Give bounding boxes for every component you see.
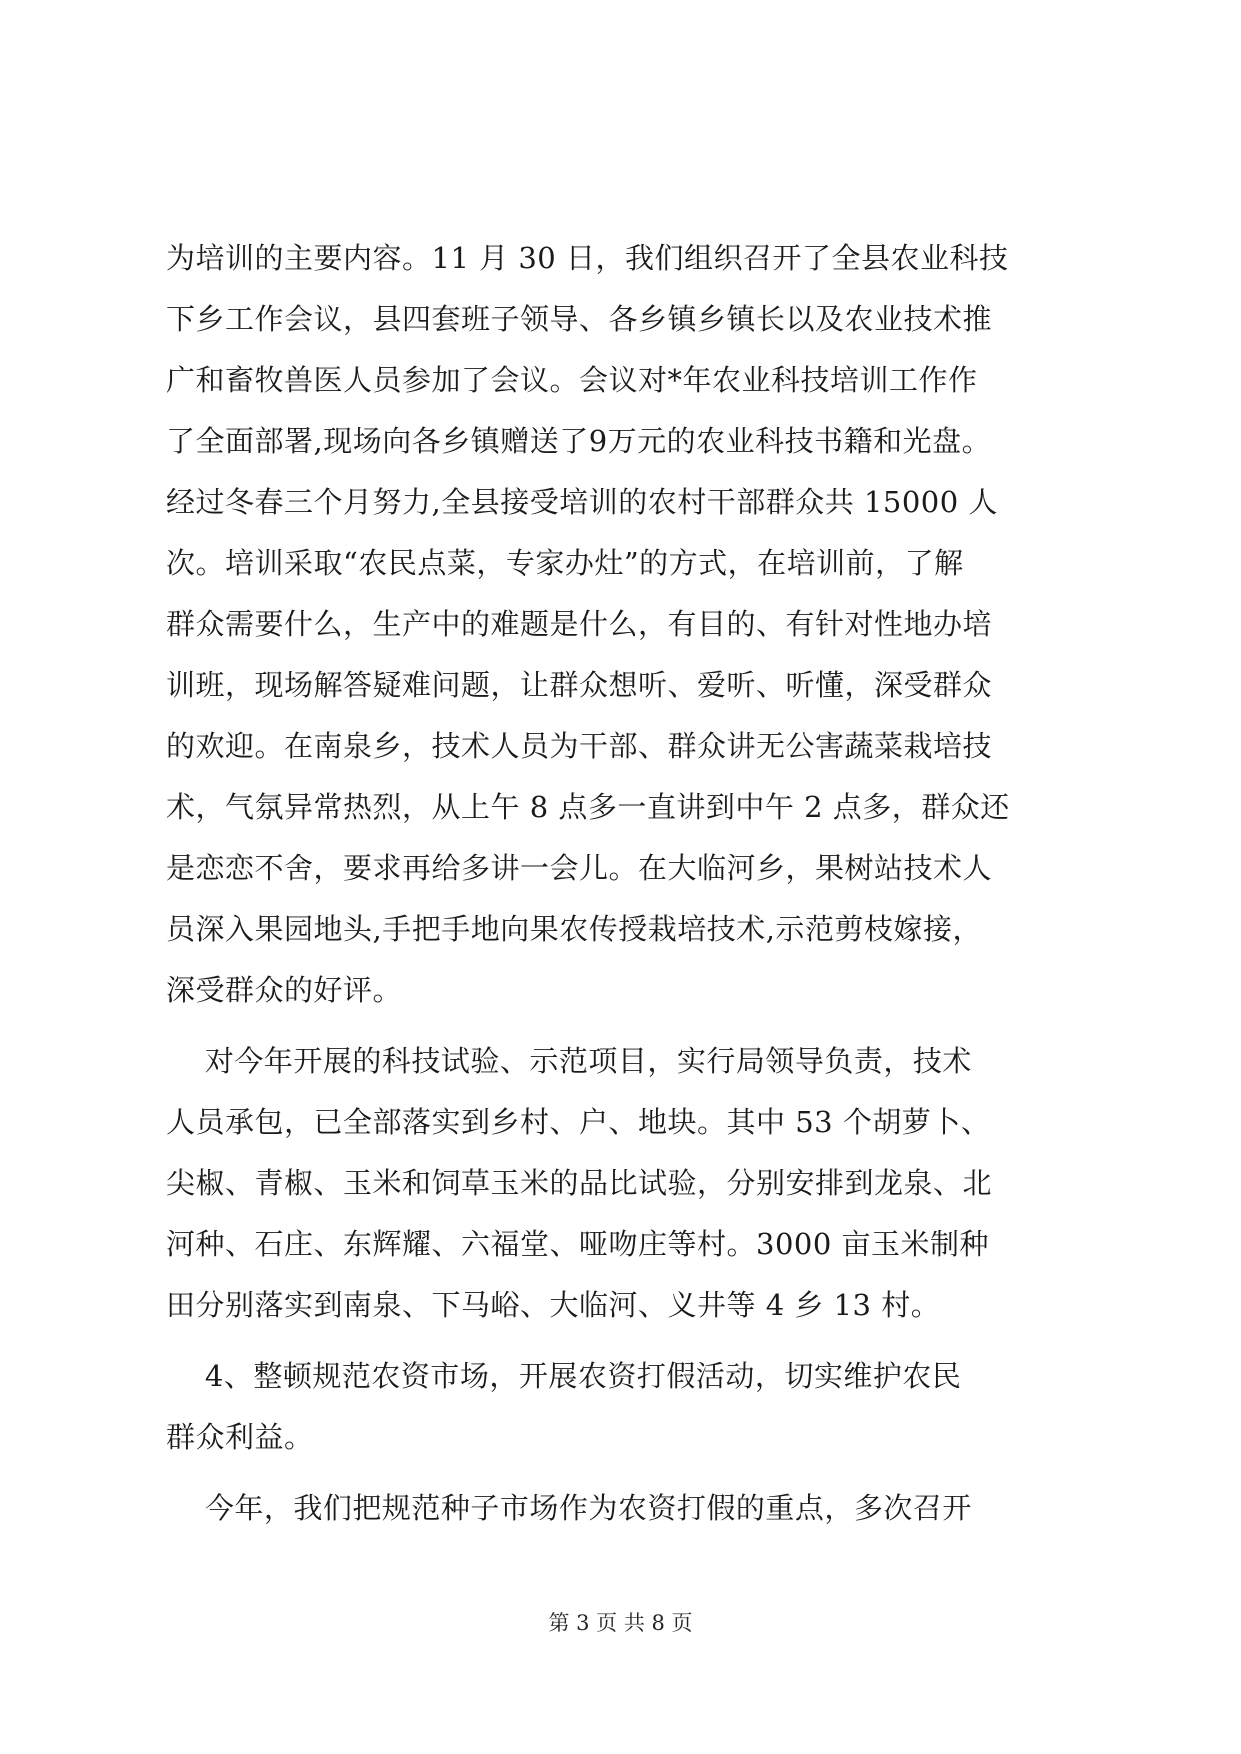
- text-line: 群众需要什么，生产中的难题是什么，有目的、有针对性地办培: [166, 607, 993, 641]
- text-line: 经过冬春三个月努力,全县接受培训的农村干部群众共 15000 人: [166, 485, 998, 519]
- text-line: 术，气氛异常热烈，从上午 8 点多一直讲到中午 2 点多，群众还: [166, 790, 1010, 824]
- text-line: 下乡工作会议，县四套班子领导、各乡镇乡镇长以及农业技术推: [166, 302, 993, 336]
- text-line: 人员承包，已全部落实到乡村、户、地块。其中 53 个胡萝卜、: [166, 1105, 991, 1139]
- text-line: 为培训的主要内容。11 月 30 日，我们组织召开了全县农业科技: [166, 241, 1009, 275]
- text-line: 了全面部署,现场向各乡镇赠送了9万元的农业科技书籍和光盘。: [166, 424, 992, 458]
- text-line: 的欢迎。在南泉乡，技术人员为干部、群众讲无公害蔬菜栽培技: [166, 729, 993, 763]
- document-body: [166, 228, 1086, 1539]
- text-line: 深受群众的好评。: [166, 973, 403, 1007]
- text-line: 次。培训采取“农民点菜，专家办灶”的方式，在培训前，了解: [166, 546, 964, 580]
- text-line: 4、整顿规范农资市场，开展农资打假活动，切实维护农民: [166, 1359, 962, 1393]
- text-line: 员深入果园地头,手把手地向果农传授栽培技术,示范剪枝嫁接，: [166, 912, 982, 946]
- text-line: 尖椒、青椒、玉米和饲草玉米的品比试验，分别安排到龙泉、北: [166, 1166, 993, 1200]
- text-line: 河种、石庄、东辉耀、六福堂、哑吻庄等村。3000 亩玉米制种: [166, 1227, 990, 1261]
- paragraph-gap: [166, 1021, 1086, 1031]
- text-line: 广和畜牧兽医人员参加了会议。会议对*年农业科技培训工作作: [166, 363, 978, 397]
- text-line: 今年，我们把规范种子市场作为农资打假的重点，多次召开: [166, 1491, 972, 1525]
- text-line: 群众利益。: [166, 1420, 314, 1454]
- text-line: 田分别落实到南泉、下马峪、大临河、义井等 4 乡 13 村。: [166, 1288, 941, 1322]
- paragraph-gap: [166, 1468, 1086, 1478]
- text-line: 训班，现场解答疑难问题，让群众想听、爱听、听懂，深受群众: [166, 668, 993, 702]
- text-line: 对今年开展的科技试验、示范项目，实行局领导负责，技术: [166, 1044, 972, 1078]
- text-line: 是恋恋不舍，要求再给多讲一会儿。在大临河乡，果树站技术人: [166, 851, 993, 885]
- paragraph-gap: [166, 1336, 1086, 1346]
- page-number-footer: 第 3 页 共 8 页: [548, 1611, 693, 1635]
